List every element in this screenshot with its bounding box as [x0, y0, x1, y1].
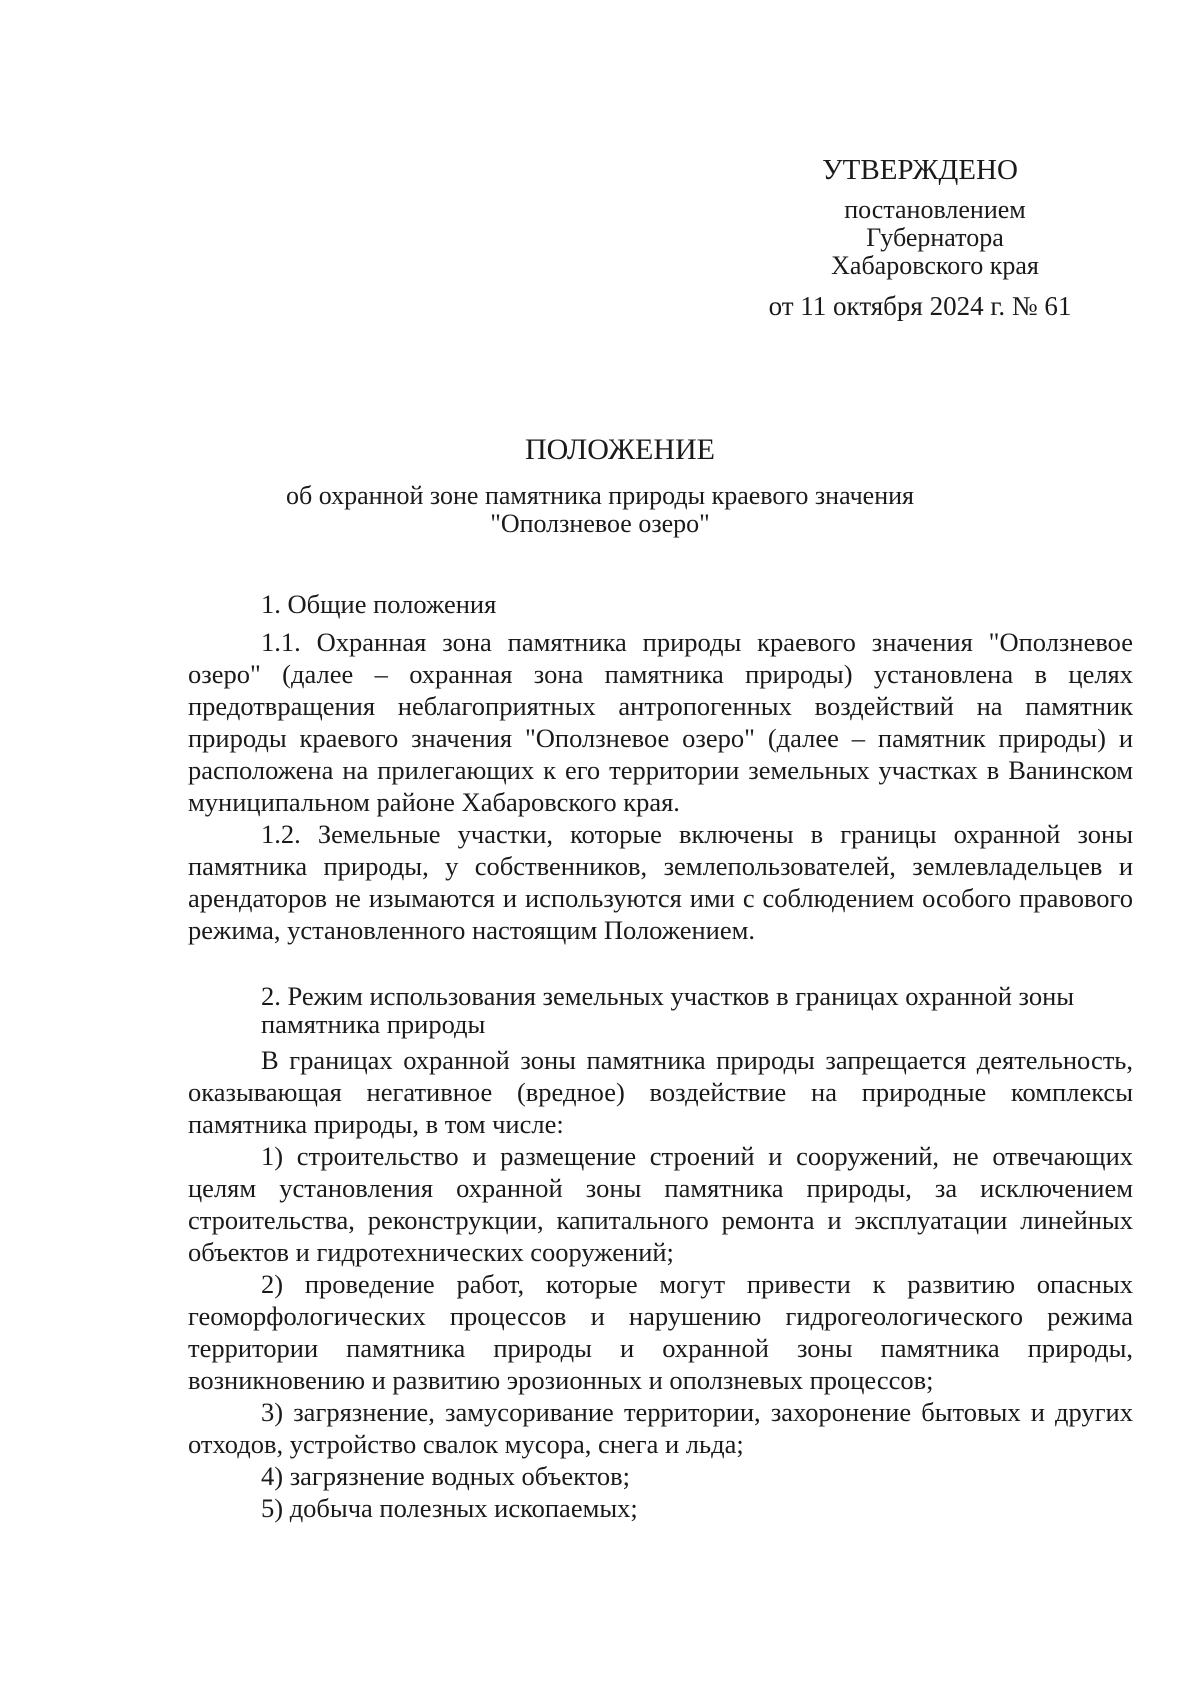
list-item: 5) добыча полезных ископаемых;	[261, 1493, 638, 1523]
approval-heading: УТВЕРЖДЕНО	[822, 154, 1018, 186]
section-1-heading: 1. Общие положения	[261, 589, 497, 619]
paragraph-1-2: 1.2. Земельные участки, которые включены в границы охранной зоны памятника природы, у собственников, землепользователей, землевладельцев и арендаторов не изымаются и используются ими с соблюдением особого правового режима, установленного настоящим Положением.	[188, 819, 1133, 945]
document-subtitle-line-2: "Оползневое озеро"	[490, 509, 710, 538]
document-subtitle-line-1: об охранной зоне памятника природы краевого значения	[286, 481, 914, 510]
approval-stamp	[768, 152, 1095, 321]
list-item: 1) строительство и размещение строений и сооружений, не отвечающих целям установления охранной зоны памятника природы, за исключением строительства, реконструкции, капитального ремонта и эксплуатации линейных объектов и гидротехнических сооружений;	[188, 1141, 1133, 1267]
approval-line-1: постановлением	[844, 195, 1026, 224]
document-title-block	[150, 432, 1050, 538]
paragraph-1-1: 1.1. Охранная зона памятника природы краевого значения "Оползневое озеро" (далее – охранная зона памятника природы) установлена в целях предотвращения неблагоприятных антропогенных воздействий на памятник природы краевого значения "Оползневое озеро" (далее – памятник природы) и расположена на прилегающих к его территории земельных участках в Ванинском муниципальном районе Хабаровского края.	[188, 627, 1133, 817]
document-body	[188, 588, 1133, 1524]
section-2-intro: В границах охранной зоны памятника природы запрещается деятельность, оказывающая негативное (вредное) воздействие на природные комплексы памятника природы, в том числе:	[188, 1045, 1133, 1139]
section-2-heading: 2. Режим использования земельных участков в границах охранной зоны памятника природы	[261, 981, 1075, 1039]
approval-date: от 11 октября 2024 г. № 61	[768, 291, 1072, 321]
list-item: 2) проведение работ, которые могут привести к развитию опасных геоморфологических процессов и нарушению гидрогеологического режима территории памятника природы и охранной зоны памятника природы, возникновению и развитию эрозионных и оползневых процессов;	[188, 1269, 1133, 1395]
list-item: 3) загрязнение, замусоривание территории, захоронение бытовых и других отходов, устройство свалок мусора, снега и льда;	[188, 1397, 1133, 1459]
document-title: ПОЛОЖЕНИЕ	[525, 433, 715, 466]
approval-line-3: Хабаровского края	[831, 251, 1039, 280]
list-item: 4) загрязнение водных объектов;	[261, 1461, 630, 1491]
approval-line-2: Губернатора	[866, 223, 1004, 252]
